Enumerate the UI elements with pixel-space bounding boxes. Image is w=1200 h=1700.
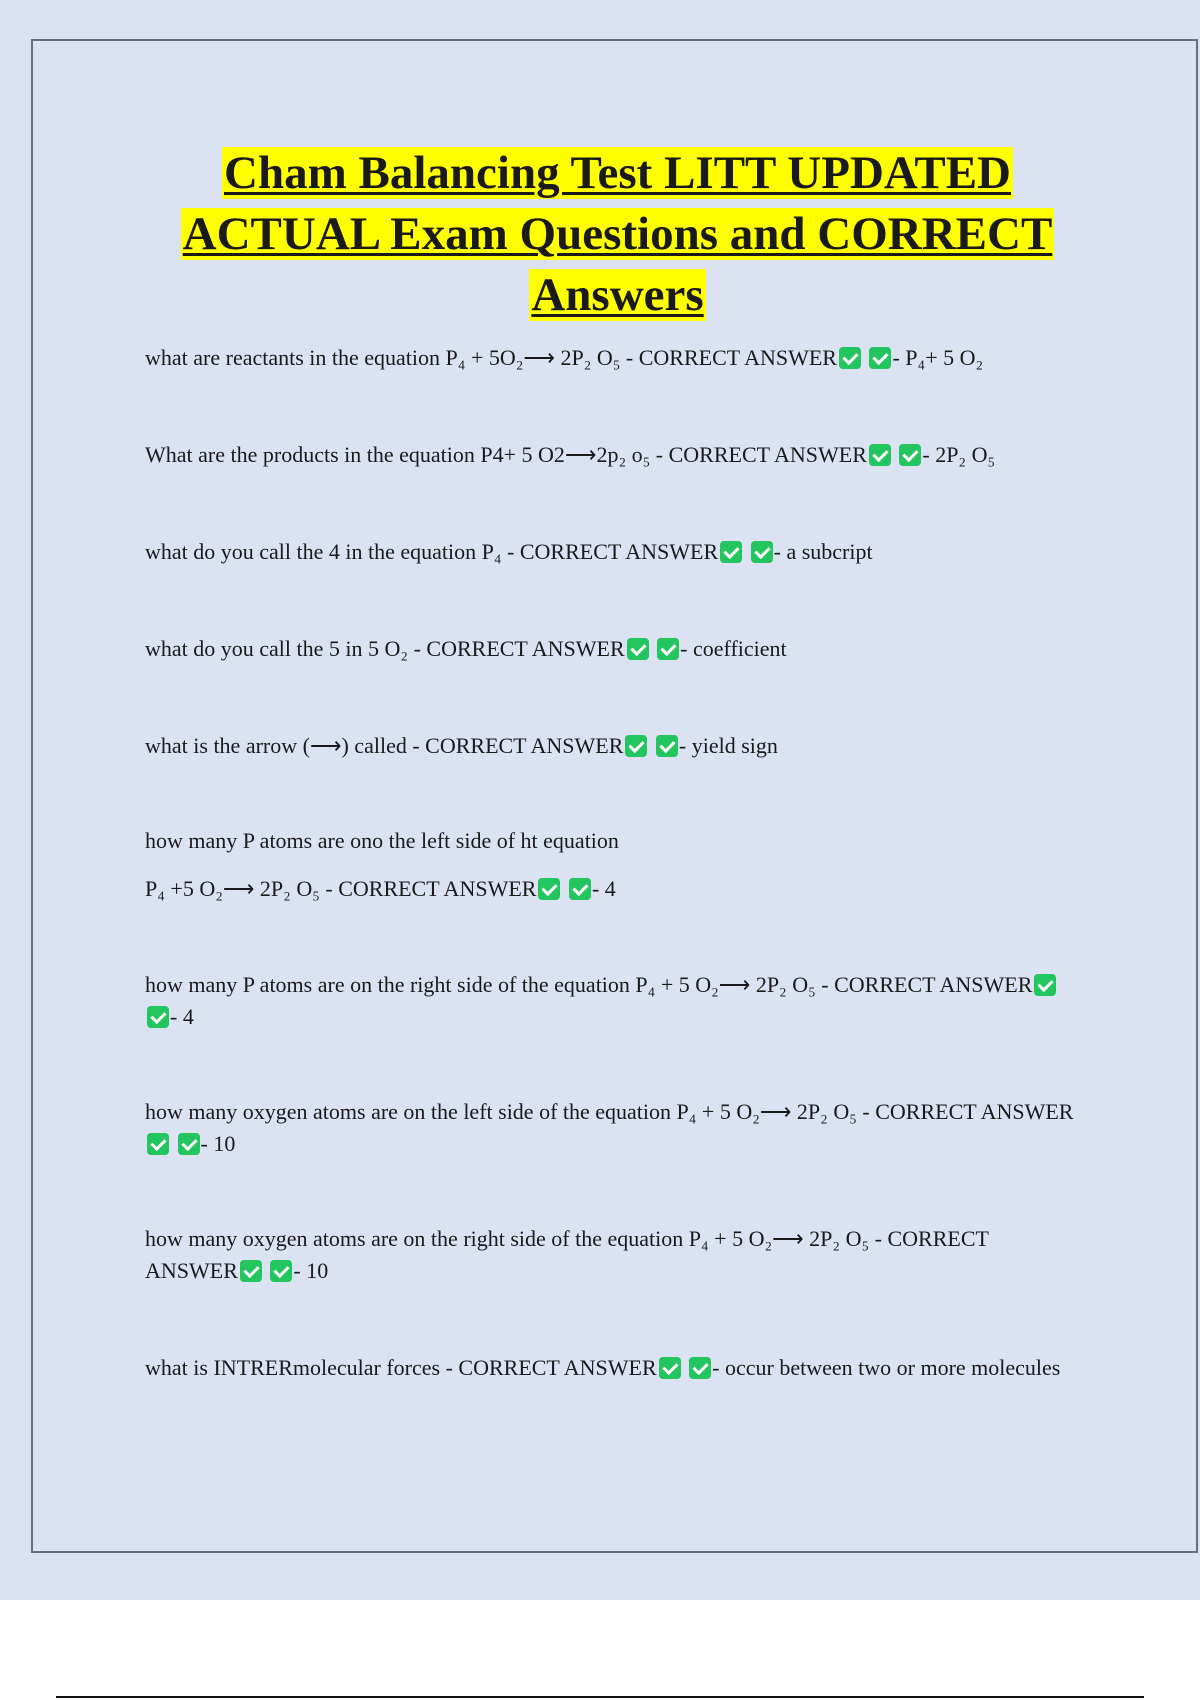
answer-marker: CORRECT ANSWER xyxy=(519,539,719,564)
answer-text: - coefficient xyxy=(680,636,787,661)
answer-marker: CORRECT ANSWER xyxy=(875,1099,1074,1124)
check-icon xyxy=(178,1133,200,1155)
check-icon xyxy=(751,541,773,563)
answer-text: - 10 xyxy=(200,1131,236,1156)
check-icon xyxy=(1034,974,1056,996)
question-text: what do you call the 4 in the equation P₄ - xyxy=(145,539,520,564)
answer-marker: CORRECT ANSWER xyxy=(145,1226,989,1283)
check-icon xyxy=(625,735,647,757)
check-icon xyxy=(869,347,891,369)
answer-text: - P₄+ 5 O₂ xyxy=(892,345,984,370)
check-icon xyxy=(240,1260,262,1282)
question-text: how many oxygen atoms are on the right side of the equation P₄ + 5 O₂⟶ 2P₂ O₅ - xyxy=(145,1226,888,1251)
answer-marker: CORRECT ANSWER xyxy=(638,345,837,370)
question-text: P₄ +5 O₂⟶ 2P₂ O₅ - xyxy=(145,876,339,901)
qa-item xyxy=(145,1352,1085,1384)
title-line: Cham Balancing Test LITT UPDATED xyxy=(224,147,1011,199)
check-icon xyxy=(147,1006,169,1028)
answer-marker: CORRECT ANSWER xyxy=(426,636,625,661)
answer-text: - occur between two or more molecules xyxy=(712,1355,1061,1380)
check-icon xyxy=(657,638,679,660)
question-text: how many oxygen atoms are on the left side of the equation P₄ + 5 O₂⟶ 2P₂ O₅ - xyxy=(145,1099,876,1124)
qa-item xyxy=(145,633,1085,730)
qa-item xyxy=(145,439,1085,536)
answer-marker: CORRECT ANSWER xyxy=(425,733,624,758)
qa-item xyxy=(145,1096,1085,1223)
answer-marker: CORRECT ANSWER xyxy=(458,1355,657,1380)
check-icon xyxy=(899,444,921,466)
qa-item xyxy=(145,969,1085,1096)
question-text: how many P atoms are on the right side of the equation P₄ + 5 O₂⟶ 2P₂ O₅ - xyxy=(145,972,835,997)
check-icon xyxy=(627,638,649,660)
check-icon xyxy=(270,1260,292,1282)
question-text: how many P atoms are ono the left side of ht equation xyxy=(145,828,619,853)
qa-item xyxy=(145,730,1085,825)
answer-text: - 4 xyxy=(591,876,616,901)
answer-text: - 4 xyxy=(170,1004,194,1029)
check-icon xyxy=(147,1133,169,1155)
question-text: what is INTRERmolecular forces - xyxy=(145,1355,459,1380)
question-text: what are reactants in the equation P₄ + 5O₂⟶ 2P₂ O₅ - xyxy=(145,345,639,370)
answer-text: - a subcript xyxy=(773,539,873,564)
check-icon xyxy=(689,1357,711,1379)
answer-text: - yield sign xyxy=(678,733,778,758)
qa-item xyxy=(145,342,1085,439)
qa-item xyxy=(145,1223,1085,1352)
check-icon xyxy=(869,444,891,466)
qa-item xyxy=(145,825,1085,969)
check-icon xyxy=(720,541,742,563)
qa-item xyxy=(145,536,1085,633)
qa-list xyxy=(145,342,1085,1384)
answer-text: - 10 xyxy=(293,1258,329,1283)
check-icon xyxy=(839,347,861,369)
question-text: What are the products in the equation P4+ 5 O2⟶2p₂ o₅ - xyxy=(145,442,669,467)
answer-marker: CORRECT ANSWER xyxy=(668,442,867,467)
check-icon xyxy=(656,735,678,757)
answer-marker: CORRECT ANSWER xyxy=(834,972,1033,997)
title-line: ACTUAL Exam Questions and CORRECT xyxy=(182,208,1053,260)
question-text: what is the arrow (⟶) called - xyxy=(145,733,426,758)
answer-marker: CORRECT ANSWER xyxy=(338,876,537,901)
document-title xyxy=(120,143,1115,326)
answer-text: - 2P₂ O₅ xyxy=(922,442,996,467)
question-text: what do you call the 5 in 5 O₂ - xyxy=(145,636,427,661)
page-bottom-rule xyxy=(56,1696,1144,1698)
title-line: Answers xyxy=(531,269,704,321)
check-icon xyxy=(538,878,560,900)
check-icon xyxy=(569,878,591,900)
check-icon xyxy=(659,1357,681,1379)
